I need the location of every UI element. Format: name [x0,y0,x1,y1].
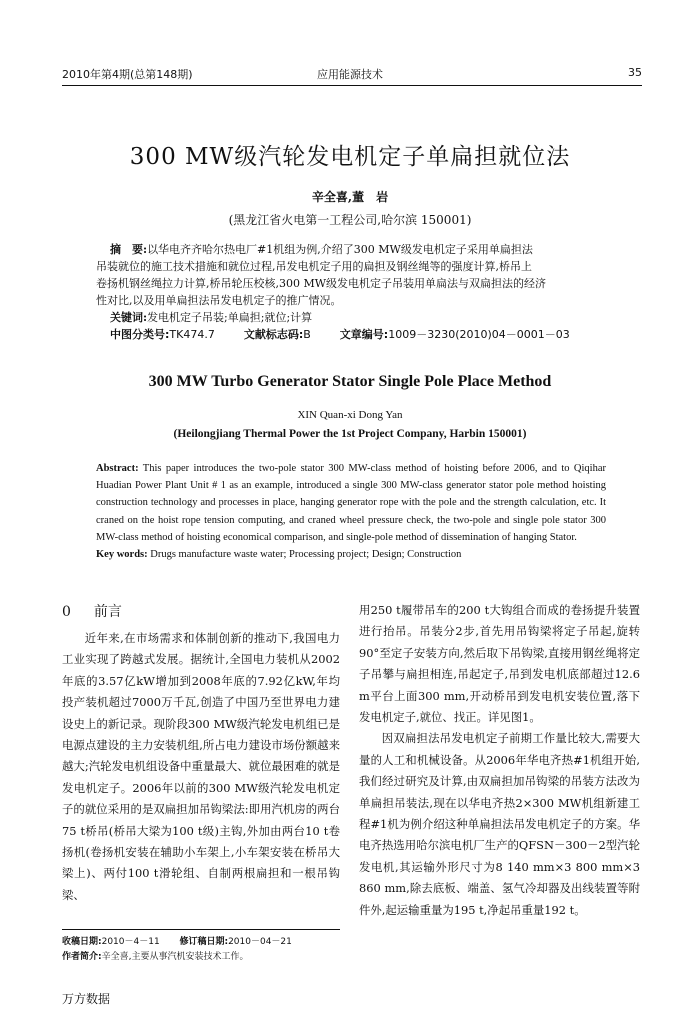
header-divider [62,85,642,86]
abstract-en [96,460,606,563]
authors-en: XIN Quan-xi Dong Yan [297,409,403,421]
body-right-column [359,600,640,921]
abstract-cn-line: 以华电齐齐哈尔热电厂#1机组为例,介绍了300 MW级发电机定子采用单扁担法 [147,243,533,256]
body-paragraph: 因双扁担法吊发电机定子前期工作量比较大,需要大量的人工和机械设备。从2006年华电齐热#1机组开始,我们经过研究及计算,由双扁担加吊钩梁的吊装方法改为单扁担吊装法,现在以华电齐热2×300 MW机组新建工程#1机为例介绍这种单扁担法吊发电机定子的方案。华电齐热选用哈尔滨电机厂生产的QFSN－300－2型汽轮发电机,其运输外形尺寸为8 140 mm×3 800 mm×3 860 mm,除去底板、端盖、氢气冷却器及出线装置等附件外,起运输重量为195 t,净起吊重量192 t。 [359,731,640,917]
header-issue: 2010年第4期(总第148期) [62,68,193,81]
authors-cn: 辛全喜,董 岩 [311,190,389,204]
abstract-cn-line: 性对比,以及用单扁担法吊发电机定子的推广情况。 [96,294,342,307]
author-info-label: 作者简介: [62,952,102,962]
revised-label: 修订稿日期: [179,937,229,947]
classification-code: TK474.7 [169,328,215,341]
keywords-cn: 发电机定子吊装;单扁担;就位;计算 [147,311,313,324]
abstract-cn [96,241,606,343]
received-date: 2010－4－11 [101,937,160,947]
abstract-cn-label: 摘 要: [110,243,148,256]
abstract-cn-line: 卷扬机钢丝绳拉力计算,桥吊轮压校核,300 MW级发电机定子吊装用单扁法与双扁担法的经济 [96,277,547,290]
section-title: 前言 [93,604,122,620]
author-info: 辛全喜,主要从事汽机安装技术工作。 [101,952,249,962]
abstract-cn-line: 吊装就位的施工技术措施和就位过程,吊发电机定子用的扁担及钢丝绳等的强度计算,桥吊上 [96,260,532,273]
abstract-en-label: Abstract: [96,463,139,474]
article-no-label: 文章编号: [339,328,389,341]
keywords-en-label: Key words: [96,549,148,561]
abstract-en-text: This paper introduces the two-pole stator 300 MW-class method of hoisting before 2006, and to Qiqihar Huadian Power Plant Unit # 1 as an example, introduced a single 300 MW-class generator stator pole method hoisting construction technology and processes in place, hanging generator rope with the pole and the strength calculation, etc. It craned on the hoist rope tension computing, and craned wheel pressure check, the two-pole and single pole stator 300 MW-class method of hoisting economical comparison, and single-pole method of dissemination of hanging Stator. [96,463,606,543]
doc-code: B [303,328,311,341]
affiliation-en: (Heilongjiang Thermal Power the 1st Project Company, Harbin 150001) [173,428,527,440]
section-heading [62,601,122,621]
classification-label: 中图分类号: [110,328,170,341]
header-journal: 应用能源技术 [317,68,383,81]
header-page-number: 35 [628,66,642,79]
keywords-cn-label: 关键词: [110,311,148,324]
received-label: 收稿日期: [62,937,102,947]
article-no: 1009－3230(2010)04－0001－03 [388,328,570,341]
body-left-column [62,628,340,906]
keywords-en: Drugs manufacture waste water; Processing project; Design; Construction [150,549,462,561]
body-paragraph: 用250 t履带吊车的200 t大钩组合而成的卷扬提升装置进行抬吊。吊装分2步,首先用吊钩梁将定子吊起,旋转90°至定子安装方向,然后取下吊钩梁,直接用钢丝绳将定子吊攀与扁担相连,吊起定子,吊到发电机底部超过12.6 m平台上面300 mm,开动桥吊到发电机安装位置,落下发电机定子,就位、找正。详见图1。 [359,603,640,725]
revised-date: 2010－04－21 [228,937,292,947]
affiliation-cn: (黑龙江省火电第一工程公司,哈尔滨 150001) [228,213,472,227]
section-number: 0 [62,604,71,620]
footnote-author [62,950,248,965]
title-cn: 300 MW级汽轮发电机定子单扁担就位法 [129,144,571,170]
footnote-dates [62,935,292,950]
body-paragraph: 近年来,在市场需求和体制创新的推动下,我国电力工业实现了跨越式发展。据统计,全国电力装机从2002年底的3.57亿kW增加到2008年底的7.92亿kW,年均投产装机超过7000万千瓦,创造了中国乃至世界电力建设史上的新记录。现阶段300 MW级汽轮发电机组已是电源点建设的主力安装机组,所占电力建设市场份额越来越大;汽轮发电机组设备中重量最大、就位最困难的就是发电机定子。2006年以前的300 MW级汽轮发电机定子的就位采用的是双扁担加吊钩梁法:即用汽机房的两台75 t桥吊(桥吊大梁为100 t级)主钩,外加由两台10 t卷扬机(卷扬机安装在辅助小车架上,小车架安装在桥吊大梁上)、两付100 t滑轮组、自制两根扁担和一根吊钩梁、 [62,631,340,902]
title-en: 300 MW Turbo Generator Stator Single Pole Place Method [148,373,552,390]
watermark: 万方数据 [62,992,111,1006]
doc-code-label: 文献标志码: [243,328,304,341]
footnote-divider [62,929,340,930]
